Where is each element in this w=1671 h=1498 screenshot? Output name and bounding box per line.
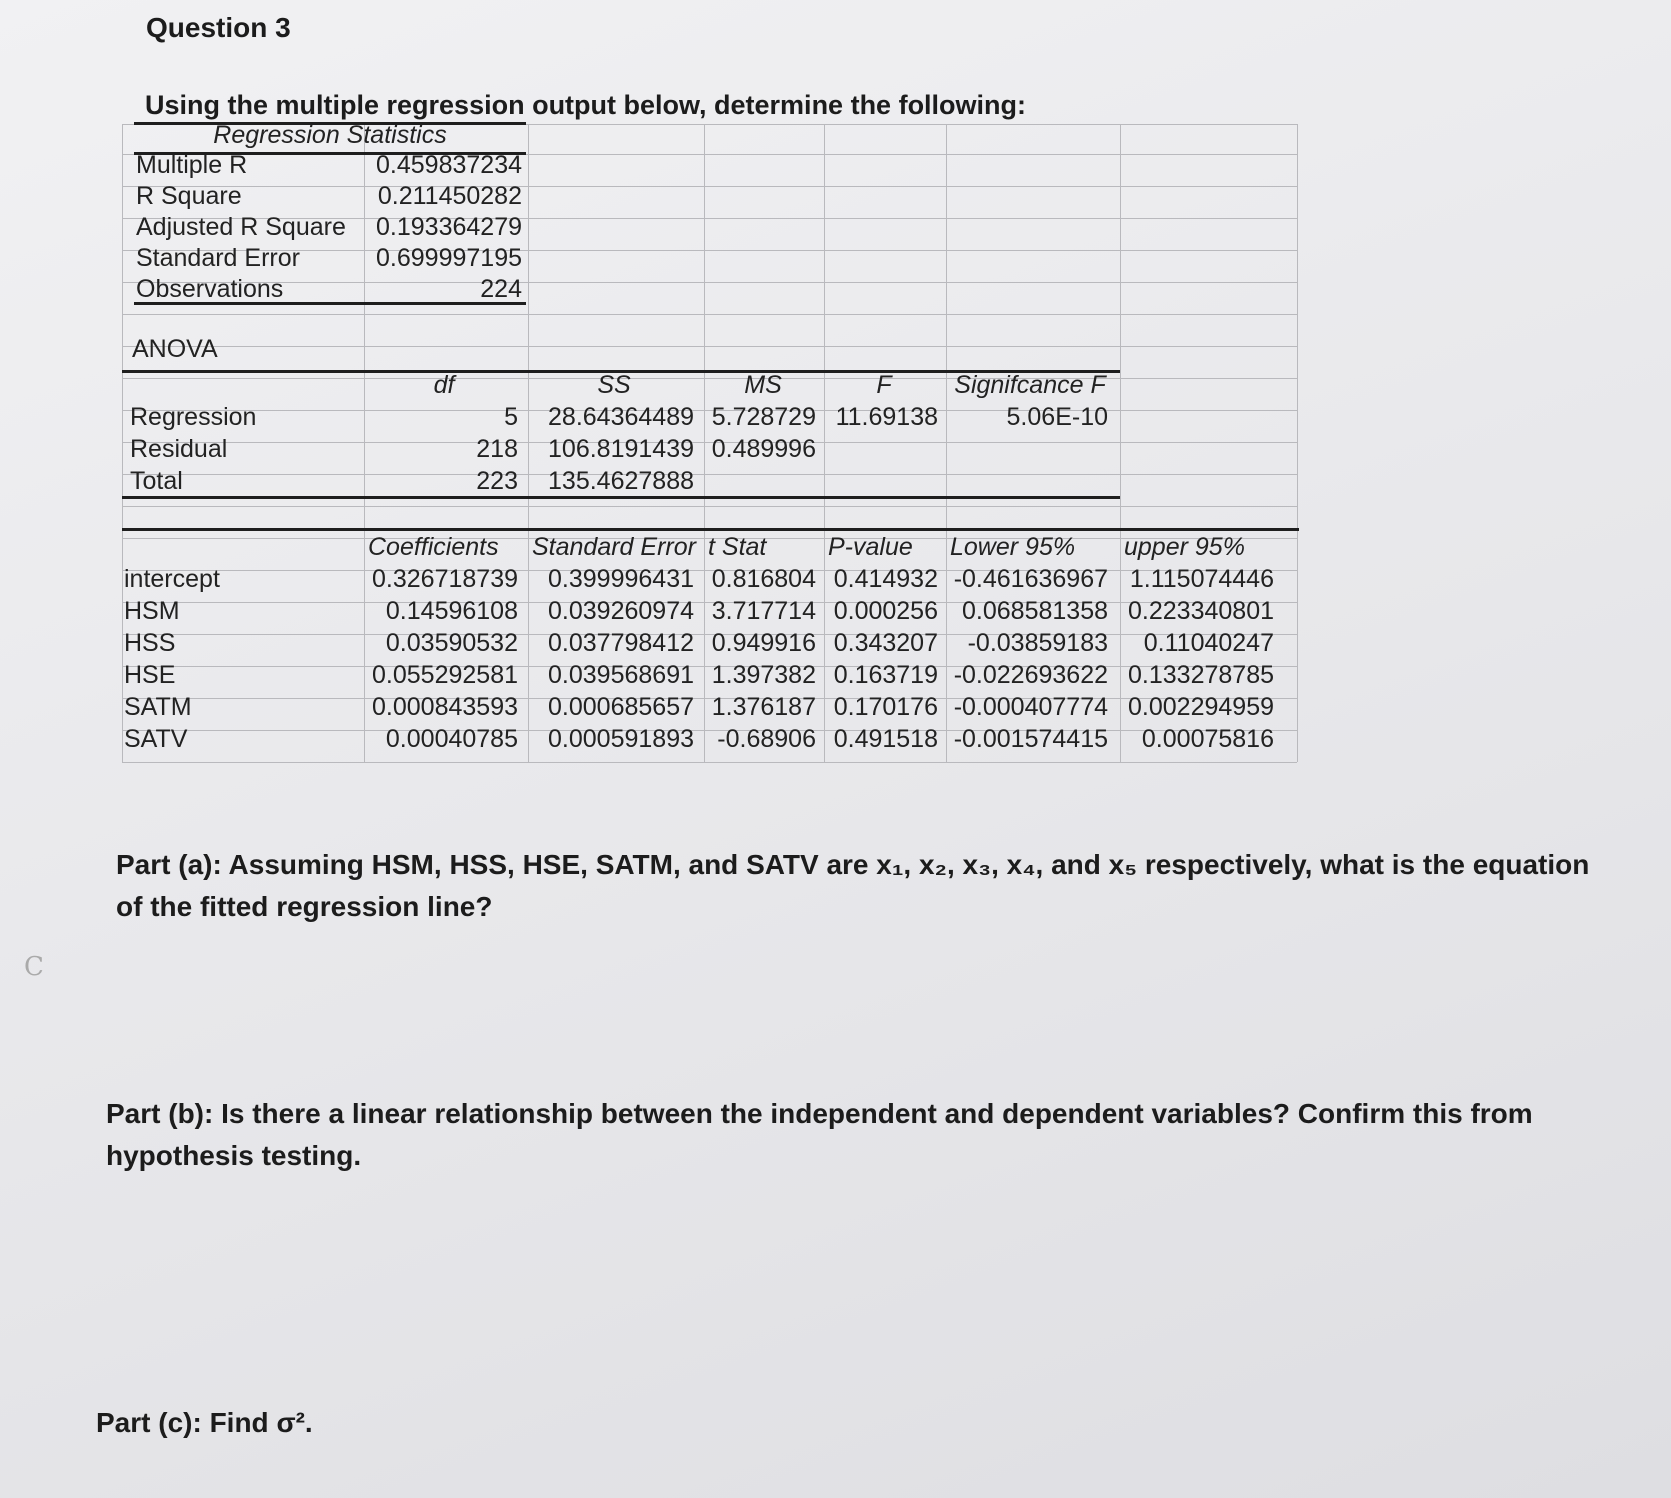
part-a-question: Part (a): Assuming HSM, HSS, HSE, SATM, and SATV are x₁, x₂, x₃, x₄, and x₅ respectively, what is the equation of the fitted regression line? [116,849,1590,922]
anova-row-label: Regression [130,403,257,431]
coef-cell: 0.039568691 [548,661,694,689]
coef-cell: 0.039260974 [548,597,694,625]
coef-header-5: Lower 95% [950,533,1076,561]
coef-cell: 0.343207 [833,629,938,657]
grid-col-line [122,124,123,762]
coef-cell: -0.68906 [717,725,816,753]
coef-row-label: SATM [124,693,192,721]
stat-label: Standard Error [136,244,300,272]
anova-cell: 5.728729 [711,403,816,431]
anova-header-2: SS [597,371,631,399]
anova-title: ANOVA [132,335,218,363]
anova-header-4: F [876,371,892,399]
coef-cell: 1.376187 [711,693,816,721]
stat-value: 224 [480,275,522,303]
coef-cell: 0.133278785 [1128,661,1274,689]
coef-cell: 3.717714 [711,597,816,625]
coef-cell: 0.14596108 [385,597,518,625]
anova-cell: 0.489996 [711,435,816,463]
stat-label: Observations [136,275,284,303]
coef-cell: 0.399996431 [548,565,694,593]
coef-cell: 0.000843593 [372,693,518,721]
coef-cell: 0.000256 [833,597,938,625]
anova-header-5: Signifcance F [954,371,1106,399]
coef-row-label: HSE [124,661,176,689]
coef-cell: 0.000591893 [548,725,694,753]
coef-cell: 0.055292581 [372,661,518,689]
intro-text: Using the multiple regression output below, determine the following: [145,90,1027,120]
anova-cell: 135.4627888 [548,467,694,495]
coef-cell: 0.000685657 [548,693,694,721]
anova-cell: 223 [476,467,518,495]
coef-cell: -0.000407774 [953,693,1108,721]
anova-row-label: Residual [130,435,228,463]
coef-cell: 0.414932 [833,565,938,593]
regression-output-sheet [122,121,1384,806]
stat-value: 0.193364279 [376,213,522,241]
stat-value: 0.699997195 [376,244,522,272]
margin-mark: C [24,952,44,982]
coef-cell: 0.223340801 [1128,597,1274,625]
regression-statistics-header: Regression Statistics [213,121,447,149]
coef-row-label: intercept [124,565,220,593]
coef-cell: 1.397382 [711,661,816,689]
coef-cell: -0.001574415 [953,725,1108,753]
anova-header-1: df [433,371,455,399]
coef-header-4: P-value [828,533,913,561]
anova-cell: 11.69138 [835,403,938,431]
table-rule [122,496,1120,499]
table-rule [122,528,1299,531]
coef-cell: 0.11040247 [1143,629,1274,657]
anova-cell: 5.06E-10 [1006,403,1108,431]
coef-cell: 0.491518 [833,725,938,753]
anova-header-3: MS [744,371,782,399]
coef-cell: 0.002294959 [1128,693,1274,721]
coef-header-1: Coefficients [368,533,499,561]
coef-cell: 0.326718739 [372,565,518,593]
coef-cell: 0.068581358 [962,597,1108,625]
coef-header-2: Standard Error [532,533,696,561]
stat-label: Multiple R [136,151,248,179]
coef-cell: 0.037798412 [548,629,694,657]
coef-cell: 0.00040785 [385,725,518,753]
part-c-question: Part (c): Find σ². [96,1407,313,1438]
coef-row-label: HSS [124,629,176,657]
coef-cell: 0.170176 [833,693,938,721]
coef-cell: 0.163719 [833,661,938,689]
coef-cell: 0.03590532 [385,629,518,657]
anova-cell: 28.64364489 [548,403,694,431]
part-b-question: Part (b): Is there a linear relationship between the independent and dependent variables? Confirm this from hypothesis testing. [106,1098,1533,1171]
question-title: Question 3 [146,12,291,43]
stat-value: 0.459837234 [376,151,522,179]
coef-cell: -0.461636967 [953,565,1108,593]
coef-cell: 0.00075816 [1141,725,1274,753]
coef-row-label: SATV [124,725,188,753]
coef-cell: 1.115074446 [1129,565,1274,593]
coef-row-label: HSM [124,597,180,625]
coef-cell: 0.949916 [711,629,816,657]
coef-header-6: upper 95% [1124,533,1245,561]
anova-row-label: Total [130,467,183,495]
stat-label: R Square [136,182,242,210]
grid-col-line [1297,124,1298,762]
coef-cell: -0.03859183 [967,629,1108,657]
anova-cell: 5 [504,403,518,431]
coef-cell: -0.022693622 [953,661,1108,689]
anova-cell: 106.8191439 [548,435,694,463]
stat-value: 0.211450282 [377,182,522,210]
anova-cell: 218 [476,435,518,463]
grid-row-line [122,762,1297,763]
coef-cell: 0.816804 [711,565,816,593]
stat-label: Adjusted R Square [136,213,346,241]
coef-header-3: t Stat [708,533,767,561]
